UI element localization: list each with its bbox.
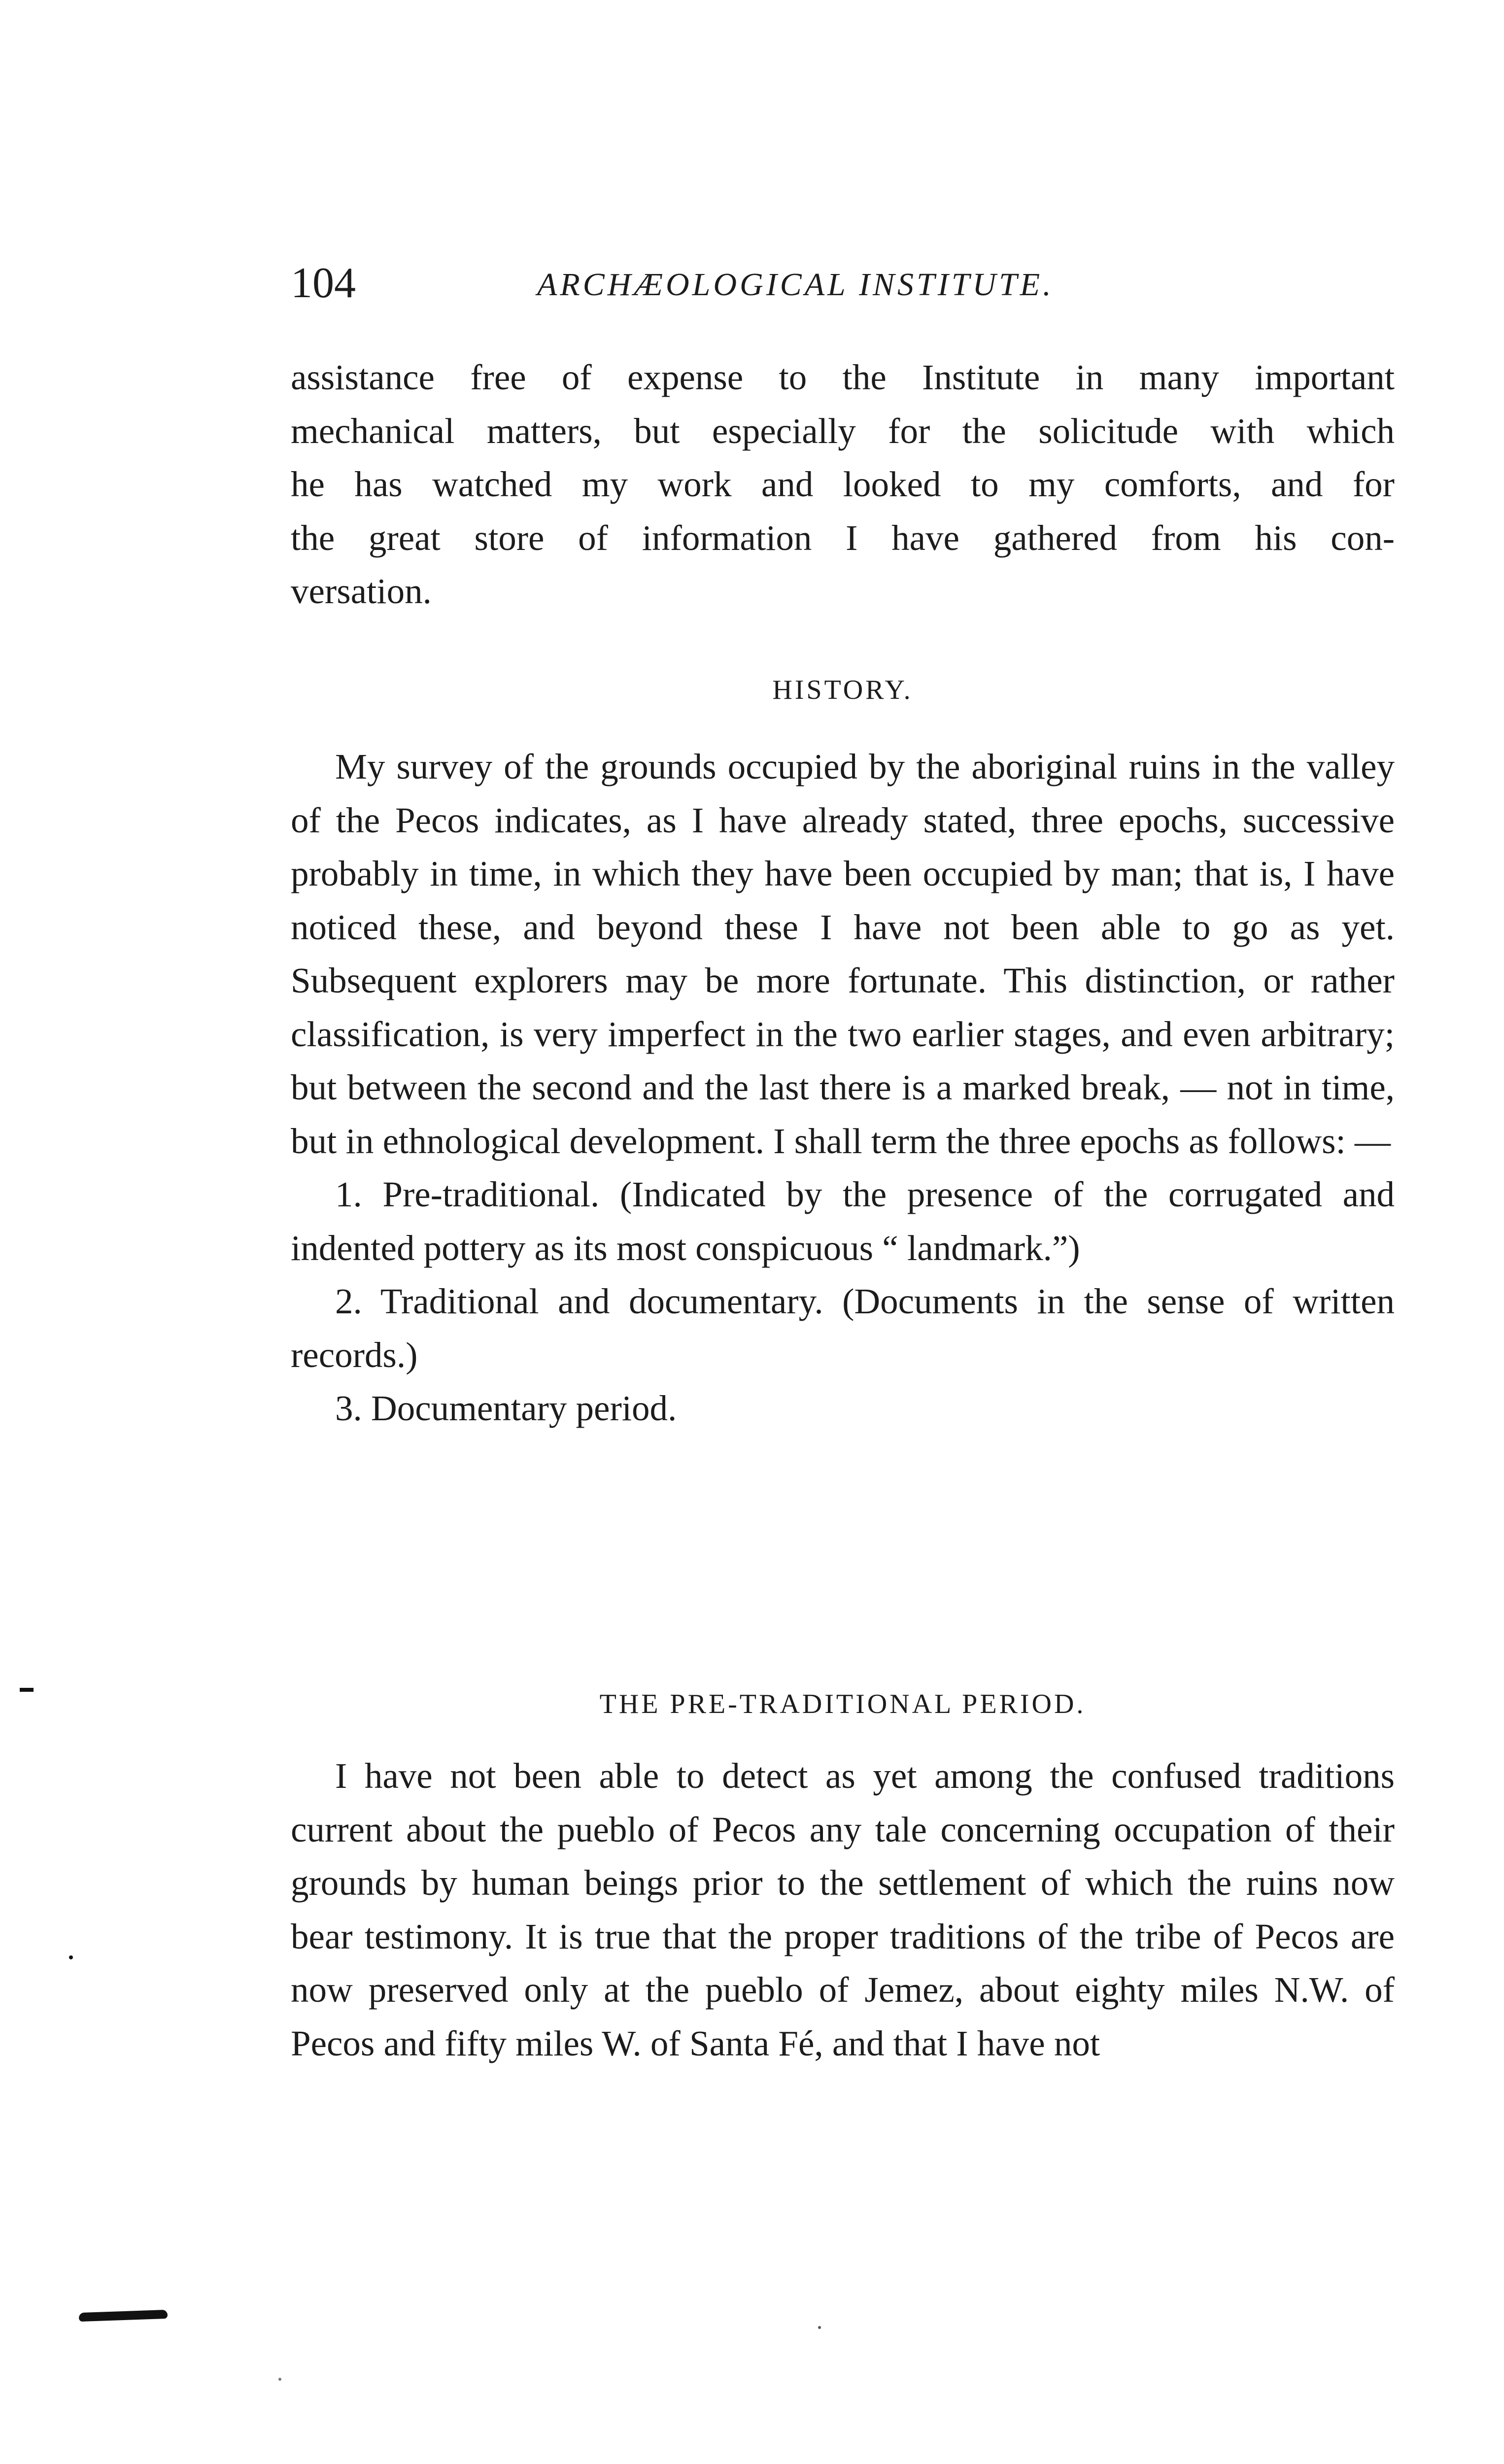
page-number: 104	[291, 259, 356, 307]
history-section	[291, 740, 1395, 1436]
text-line: versation.	[291, 571, 432, 611]
text-line: the great store of information I have gathered from his con-	[291, 517, 1395, 558]
text-line: he has watched my work and looked to my comforts, and for	[291, 464, 1395, 504]
pre-traditional-section	[291, 1749, 1395, 2070]
margin-speck	[278, 2378, 281, 2381]
margin-speck	[818, 2326, 821, 2329]
pre-traditional-paragraph: I have not been able to detect as yet among the confused traditions current about the pueblo of Pecos any tale concerning occupation of their grounds by human beings prior to the settlement of which the ruins now bear testimony. It is true that the proper traditions of the tribe of Pecos are now preserved only at the pueblo of Jemez, about eighty miles N.W. of Pecos and fifty miles W. of Santa Fé, and that I have not	[291, 1756, 1395, 2063]
section-heading-history: HISTORY.	[772, 675, 913, 705]
section-heading-pre-traditional: THE PRE-TRADITIONAL PERIOD.	[599, 1689, 1086, 1719]
margin-speck	[69, 1955, 73, 1959]
opening-paragraph	[291, 351, 1395, 618]
list-item: 2. Traditional and documentary. (Documents in the sense of written records.)	[291, 1281, 1395, 1375]
margin-speck	[20, 1688, 34, 1692]
text-line: mechanical matters, but especially for the solicitude with which	[291, 411, 1395, 451]
list-item: 1. Pre-traditional. (Indicated by the presence of the corrugated and indented pottery as its most conspicuous “ landmark.”)	[291, 1174, 1395, 1268]
text-line: assistance free of expense to the Institute in many important	[291, 357, 1395, 397]
running-title: ARCHÆOLOGICAL INSTITUTE.	[537, 267, 1054, 303]
list-item: 3. Documentary period.	[335, 1388, 677, 1428]
running-head	[291, 256, 1144, 315]
scan-smudge	[79, 2310, 168, 2322]
history-paragraph: My survey of the grounds occupied by the aboriginal ruins in the valley of the Pecos indicates, as I have already stated, three epochs, successive probably in time, in which they have been occupied by man; that is, I have noticed these, and beyond these I have not been able to go as yet. Subsequent explorers may be more fortunate. This distinction, or rather classification, is very imperfect in the two earlier stages, and even arbitrary; but between the second and the last there is a marked break, — not in time, but in ethnological development. I shall term the three epochs as follows: —	[291, 747, 1395, 1161]
